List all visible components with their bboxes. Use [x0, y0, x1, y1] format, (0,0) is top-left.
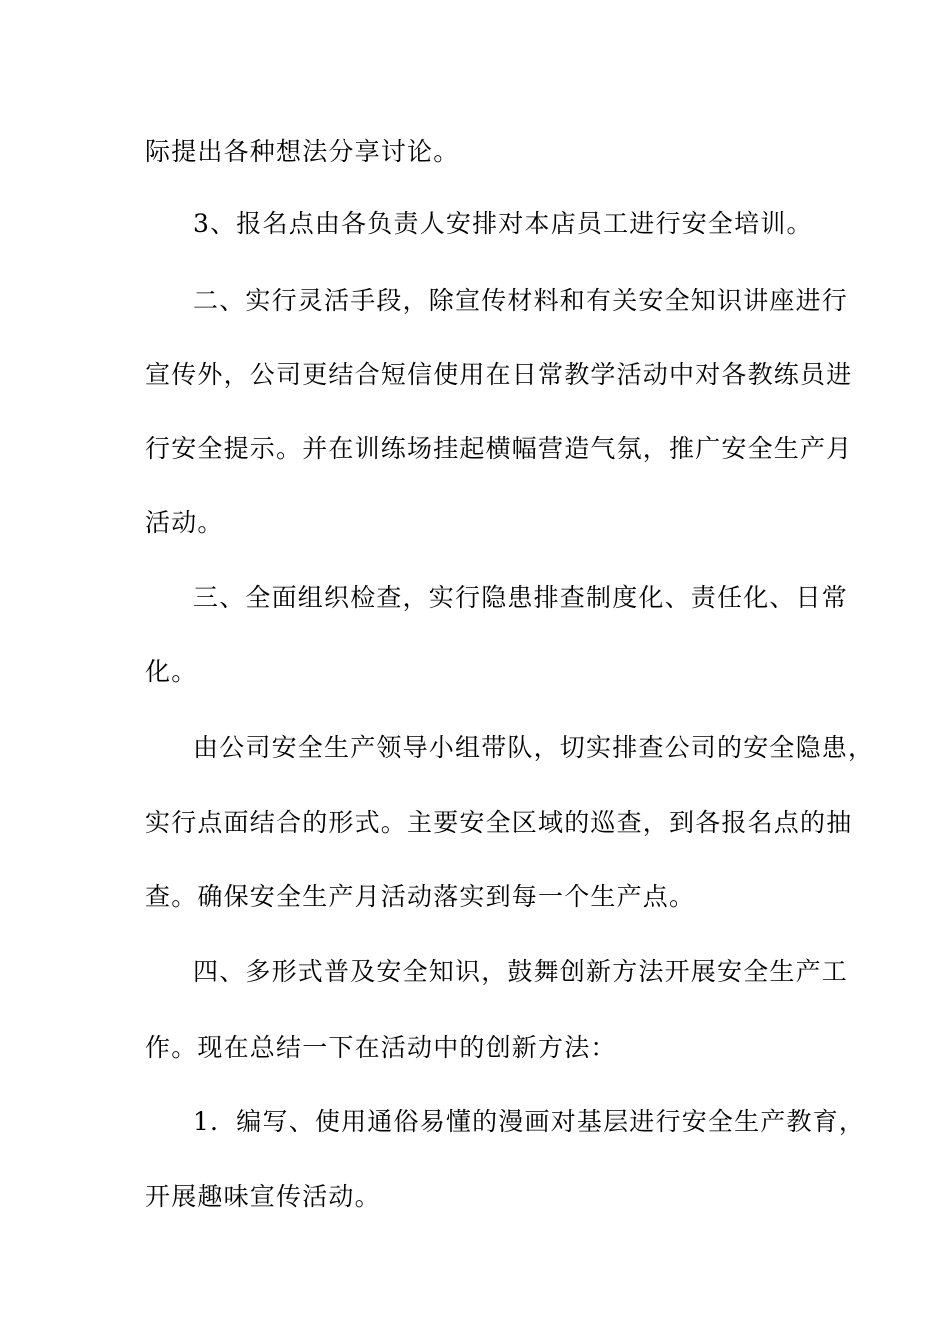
text-line: 1．编写、使用通俗易懂的漫画对基层进行安全生产教育， [193, 1107, 866, 1136]
text-line: 实行点面结合的形式。主要安全区域的巡查，到各报名点的抽 [145, 808, 853, 837]
text-line: 行安全提示。并在训练场挂起横幅营造气氛，推广安全生产月 [145, 434, 853, 463]
text-line: 二、实行灵活手段，除宣传材料和有关安全知识讲座进行 [193, 286, 849, 315]
text-line: 三、全面组织检查，实行隐患排查制度化、责任化、日常 [193, 583, 849, 612]
text-line: 化。 [145, 657, 198, 686]
text-line: 查。确保安全生产月活动落实到每一个生产点。 [145, 882, 696, 911]
text-line: 作。现在总结一下在活动中的创新方法： [145, 1033, 617, 1062]
text-line: 3、报名点由各负责人安排对本店员工进行安全培训。 [193, 209, 813, 238]
text-line: 际提出各种想法分享讨论。 [145, 137, 460, 166]
text-line: 由公司安全生产领导小组带队，切实排查公司的安全隐患， [193, 733, 875, 762]
text-line: 开展趣味宣传活动。 [145, 1182, 381, 1211]
text-line: 活动。 [145, 508, 224, 537]
text-line: 宣传外，公司更结合短信使用在日常教学活动中对各教练员进 [145, 360, 853, 389]
text-line: 四、多形式普及安全知识，鼓舞创新方法开展安全生产工 [193, 957, 849, 986]
